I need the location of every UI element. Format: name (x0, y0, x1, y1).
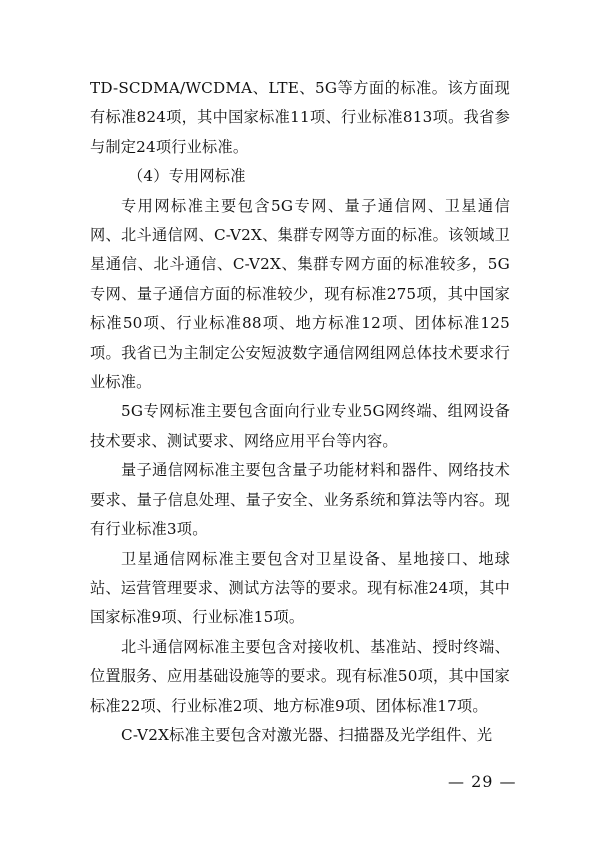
paragraph-quantum-network: 量子通信网标准主要包含量子功能材料和器件、网络技术要求、量子信息处理、量子安全、业务系统和算法等内容。现有行业标准3项。 (90, 461, 510, 539)
paragraph-satellite-network: 卫星通信网标准主要包含对卫星设备、星地接口、地球站、运营管理要求、测试方法等的要求。现有标准24项，其中国家标准9项、行业标准15项。 (90, 549, 510, 627)
paragraph-5g-private-network: 5G专网标准主要包含面向行业专业5G网终端、组网设备技术要求、测试要求、网络应用平台等内容。 (90, 402, 510, 450)
paragraph-continuation: TD-SCDMA/WCDMA、LTE、5G等方面的标准。该方面现有标准824项，其中国家标准11项、行业标准813项。我省参与制定24项行业标准。 (90, 79, 510, 156)
paragraph-beidou-network: 北斗通信网标准主要包含对接收机、基准站、授时终端、位置服务、应用基础设施等的要求。现有标准50项，其中国家标准22项、行业标准2项、地方标准9项、团体标准17项。 (90, 637, 510, 715)
document-body (90, 74, 510, 750)
paragraph-private-network-overview: 专用网标准主要包含5G专网、量子通信网、卫星通信网、北斗通信网、C-V2X、集群专网等方面的标准。该领域卫星通信、北斗通信、C-V2X、集群专网方面的标准较多，5G专网、量子通信方面的标准较少，现有标准275项，其中国家标准50项、行业标准88项、地方标准12项、团体标准125项。我省已为主制定公安短波数字通信网组网总体技术要求行业标准。 (90, 196, 510, 392)
section-heading-private-network: （4）专用网标准 (128, 167, 246, 186)
page-number: — 29 — (448, 772, 517, 791)
paragraph-c-v2x: C-V2X标准主要包含对激光器、扫描器及光学组件、光 (121, 725, 493, 744)
